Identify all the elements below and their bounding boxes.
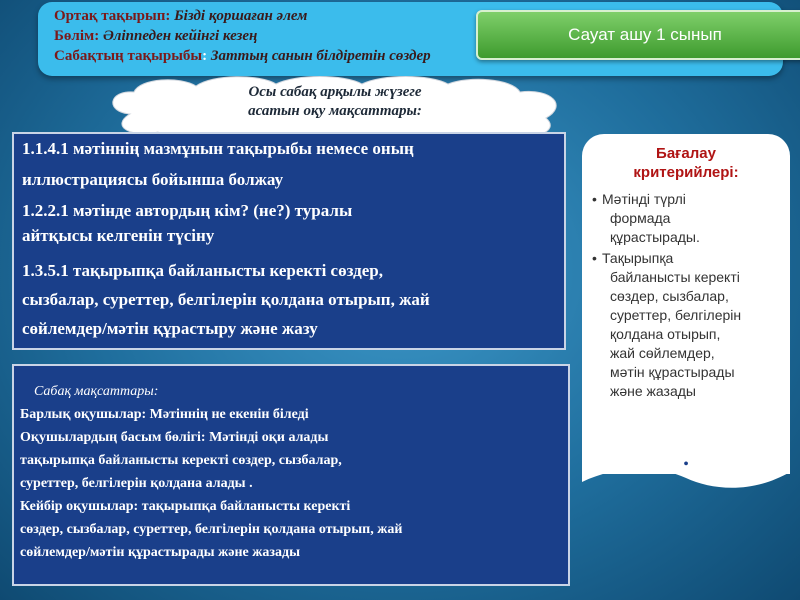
- criteria-list: [592, 190, 788, 403]
- goal-line: Кейбір оқушылар: тақырыпқа байланысты керекті: [20, 499, 351, 514]
- header-banner: [38, 2, 783, 76]
- goal-line: Барлық оқушылар: Мәтіннің не екенін біледі: [20, 407, 309, 422]
- topic-value: Бізді қоршаған әлем: [174, 8, 308, 24]
- criteria-item-line: Мәтінді түрлі: [602, 191, 686, 207]
- cloud-text: [100, 83, 570, 121]
- section-line: [54, 28, 257, 45]
- objective-2-line-2: айтқысы келгенін түсіну: [22, 226, 215, 245]
- objective-2-line-1: 1.2.2.1 мәтінде автордың кім? (не?) туралы: [22, 201, 353, 220]
- goal-line: Оқушылардың басым бөлігі: Мәтінді оқи алады: [20, 430, 329, 445]
- criteria-item-line: мәтін құрастырады: [610, 364, 735, 380]
- criteria-item-line: қолдана отырып,: [610, 326, 721, 342]
- criteria-item-line: суреттер, белгілерін: [610, 307, 742, 323]
- objective-3-line-3: сөйлемдер/мәтін құрастыру және жазу: [22, 319, 318, 338]
- grade-badge-text: Сауат ашу 1 сынып: [568, 25, 722, 44]
- cloud-line-1: Осы сабақ арқылы жүзеге: [248, 84, 422, 100]
- assessment-criteria-card: [582, 134, 790, 474]
- criteria-item-line: сөздер, сызбалар,: [610, 288, 729, 304]
- topic-line: [54, 8, 307, 25]
- criteria-item-line: құрастырады.: [610, 229, 700, 245]
- lesson-goals-panel: [12, 364, 570, 586]
- bullet-icon: •: [592, 250, 597, 266]
- criteria-item-line: байланысты керекті: [610, 269, 740, 285]
- goal-line: суреттер, белгілерін қолдана алады .: [20, 476, 253, 491]
- lesson-label: Сабақтың тақырыбы: [54, 48, 203, 64]
- criteria-item-line: және жазады: [610, 383, 696, 399]
- objective-1-line-1: 1.1.4.1 мәтіннің мазмұнын тақырыбы немесе оның: [22, 139, 414, 158]
- goal-line: сөйлемдер/мәтін құрастырады және жазады: [20, 545, 301, 560]
- criteria-title: [582, 144, 790, 182]
- objective-3-line-1: 1.3.5.1 тақырыпқа байланысты керекті сөздер,: [22, 261, 383, 280]
- lesson-goals-title: Сабақ мақсаттары:: [34, 384, 159, 399]
- goal-line: тақырыпқа байланысты керекті сөздер, сызбалар,: [20, 453, 342, 468]
- lesson-separator: :: [202, 48, 211, 64]
- objective-1-line-2: иллюстрациясы бойынша болжау: [22, 170, 284, 189]
- lesson-line: [54, 48, 431, 65]
- topic-label: Ортақ тақырып:: [54, 8, 175, 24]
- criteria-item-line: формада: [610, 210, 671, 226]
- section-value: Әліппеден кейінгі кезең: [102, 28, 258, 44]
- lesson-value: Заттың санын білдіретін сөздер: [210, 48, 431, 64]
- goal-line: сөздер, сызбалар, суреттер, белгілерін қолдана отырып, жай: [20, 522, 403, 537]
- criteria-item-line: Тақырыпқа: [602, 250, 674, 266]
- criteria-item-2: [592, 249, 788, 401]
- bullet-icon: •: [592, 191, 597, 207]
- section-label: Бөлім:: [54, 28, 103, 44]
- grade-badge: [476, 10, 800, 60]
- trailing-bullet-icon: •: [683, 456, 689, 473]
- criteria-title-line-2: критерийлері:: [633, 164, 739, 181]
- objective-3-line-2: сызбалар, суреттер, белгілерін қолдана отырып, жай: [22, 290, 430, 309]
- criteria-item-line: жай сөйлемдер,: [610, 345, 715, 361]
- cloud-line-2: асатын оқу мақсаттары:: [248, 103, 422, 119]
- criteria-item-1: [592, 190, 788, 247]
- learning-objectives-panel: [12, 132, 566, 350]
- criteria-title-line-1: Бағалау: [656, 145, 716, 162]
